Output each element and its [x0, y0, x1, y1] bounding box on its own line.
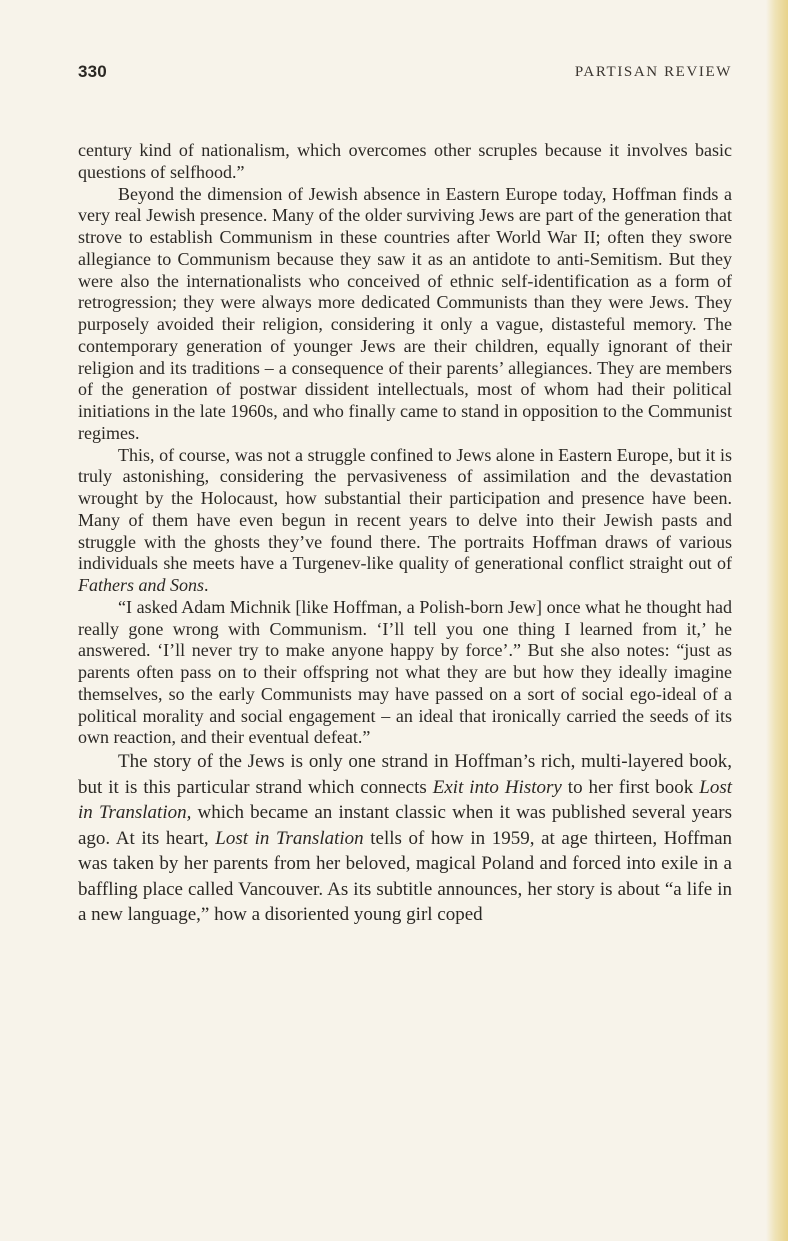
page-header — [78, 62, 732, 90]
paragraph-text: tells of how in 1959, at age thirteen, Hoffman was taken by her parents from her beloved, magical Poland and forced into exile in a baffling place called Vancouver. As its subtitle announces, her story is about “a life in a new language,” how a disoriented young girl coped — [78, 827, 733, 925]
paragraph-text: . — [204, 575, 209, 595]
book-title-lost-in-translation: Lost in Translation — [215, 827, 364, 849]
paragraph — [78, 749, 732, 928]
page-edge-tint — [766, 0, 788, 1241]
paragraph-text: “I asked Adam Michnik [like Hoffman, a Polish-born Jew] once what he thought had really gone wrong with Communism. ‘I’ll tell you one thing I learned from it,’ he answered. ‘I’ll never try to make anyone happy by force’.” But she also notes: “just as parents often pass on to their offspring not what they are but how they ideally imagine themselves, so the early Communists may have passed on a sort of social ego-ideal of a political morality and social engagement – an ideal that ironically carried the seeds of its own reaction, and their eventual defeat.” — [78, 596, 732, 748]
paragraph-text: to her first book — [561, 776, 700, 798]
book-title-fathers-and-sons: Fathers and Sons — [78, 575, 204, 595]
page-number: 330 — [78, 62, 107, 81]
paragraph-text: The story of the Jews is only one strand in Hoffman’s rich, multi-layered book, but it is this particular strand which connects — [78, 751, 732, 798]
book-title-exit-into-history: Exit into History — [432, 776, 562, 798]
book-title-lost-in-translation: Lost in Translation, — [78, 776, 733, 823]
paragraph-continuation — [78, 140, 732, 184]
running-head: PARTISAN REVIEW — [574, 64, 732, 80]
paragraph — [78, 184, 732, 445]
paragraph-text: century kind of nationalism, which overcomes other scruples because it involves basic questions of selfhood.” — [78, 140, 732, 182]
paragraph-text: Beyond the dimension of Jewish absence in Eastern Europe today, Hoffman finds a very real Jewish presence. Many of the older surviving Jews are part of the generation that strove to establish Communism in these countries after World War II; often they swore allegiance to Communism because they saw it as an antidote to anti-Semitism. But they were also the internationalists who conceived of ethnic self-identification as a form of retrogression; they were always more dedicated Communists than they were Jews. They purposely avoided their religion, considering it only a vague, distasteful memory. The contemporary generation of younger Jews are their children, equally ignorant of their religion and its traditions – a consequence of their parents’ allegiances. They are members of the generation of postwar dissident intellectuals, most of whom had their political initiations in the late 1960s, and who finally came to stand in opposition to the Communist regimes. — [78, 183, 732, 443]
paragraph-text: which became an instant classic when it was published several years ago. At its heart, — [78, 802, 733, 849]
paragraph — [78, 597, 732, 749]
paragraph-text: This, of course, was not a struggle confined to Jews alone in Eastern Europe, but it is truly astonishing, considering the pervasiveness of assimilation and the devastation wrought by the Holocaust, how substantial their participation and presence have been. Many of them have even begun in recent years to delve into their Jewish pasts and struggle with the ghosts they’ve found there. The portraits Hoffman draws of various individuals she meets have a Turgenev-like quality of generational conflict straight out of — [78, 444, 732, 574]
body-text — [78, 140, 732, 928]
paragraph — [78, 445, 732, 597]
